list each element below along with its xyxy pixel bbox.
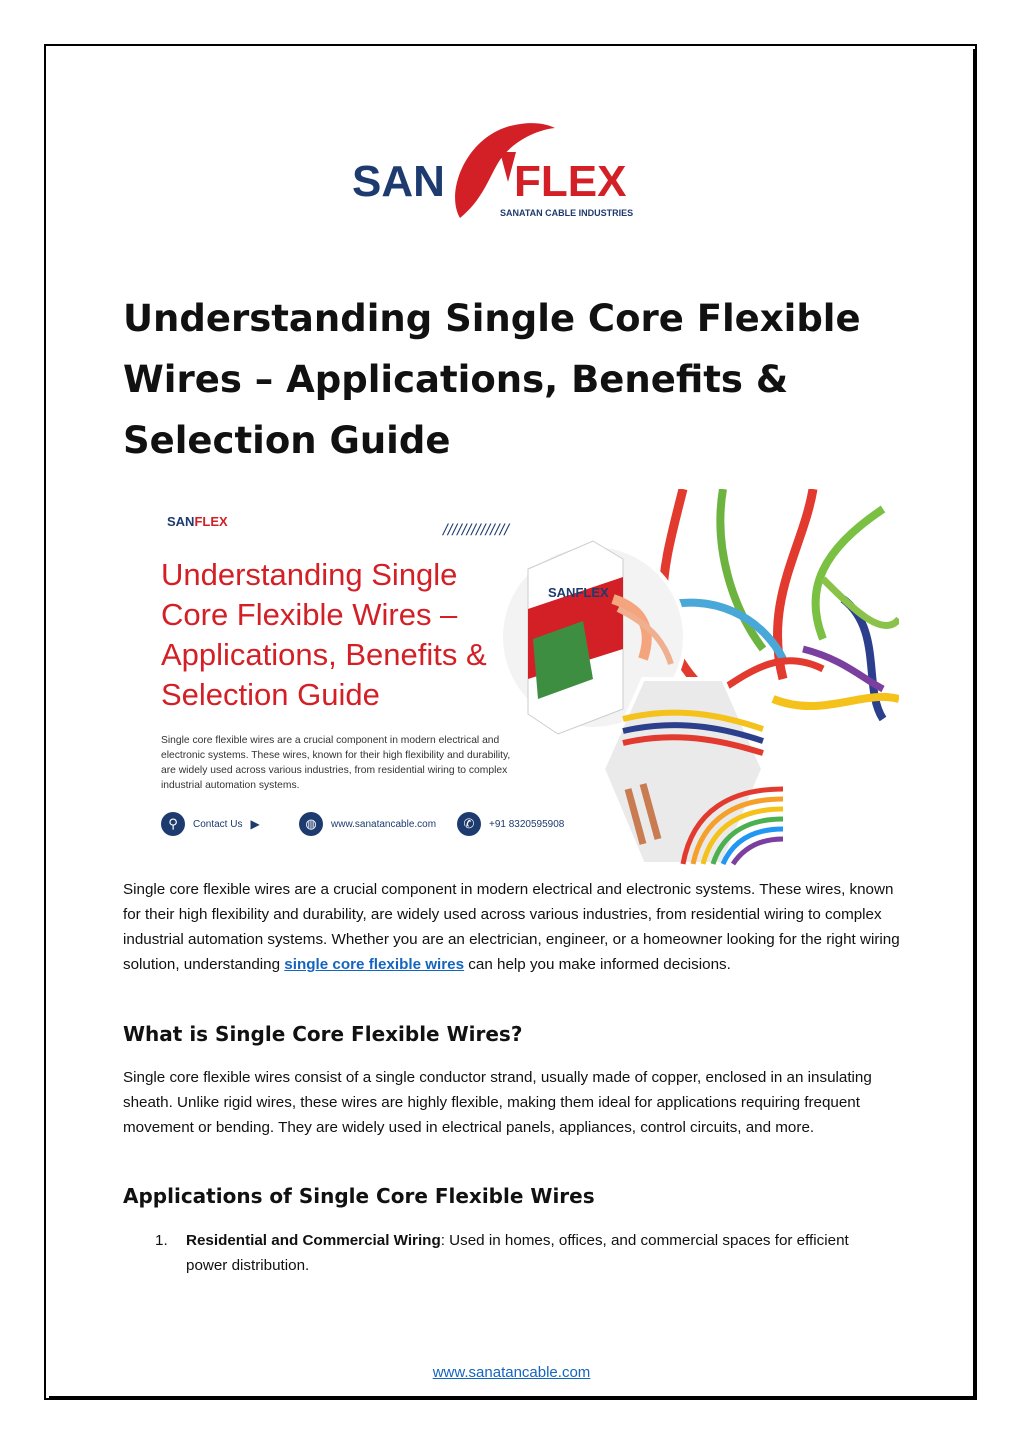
logo-tagline: SANATAN CABLE INDUSTRIES bbox=[500, 208, 634, 218]
section-what-is-paragraph: Single core flexible wires consist of a single conductor strand, usually made of copper, enclosed in an insulating sheath. Unlike rigid wires, these wires are highly flexible, making them ideal for applications requiring frequent movement or bending. They are widely used in electrical panels, appliances, control circuits, and more. bbox=[123, 1069, 872, 1136]
contact-us-chip bbox=[161, 809, 260, 839]
section-heading-what-is: What is Single Core Flexible Wires? bbox=[123, 1022, 523, 1046]
logo-brand-right: FLEX bbox=[514, 157, 627, 206]
box-logo: SANFLEX bbox=[548, 585, 609, 600]
list-number: 1. bbox=[155, 1232, 168, 1249]
hero-logo: SANFLEX bbox=[167, 514, 228, 529]
list-item-text bbox=[186, 1228, 876, 1278]
svg-text://////////////: ////////////// bbox=[443, 522, 510, 538]
section-heading-applications: Applications of Single Core Flexible Wires bbox=[123, 1184, 595, 1208]
hero-website: www.sanatancable.com bbox=[331, 818, 437, 830]
intro-paragraph bbox=[123, 877, 903, 977]
phone-chip bbox=[457, 809, 564, 839]
logo-brand-left: SAN bbox=[352, 157, 445, 206]
search-icon: ⚲ bbox=[161, 812, 185, 836]
hero-banner-image bbox=[123, 489, 899, 877]
hero-phone: +91 8320595908 bbox=[489, 818, 565, 830]
document-title: Understanding Single Core Flexible Wires – Applications, Benefits & Selection Guide bbox=[123, 297, 861, 462]
list-item-description: : Used in homes, offices, and commercial spaces for efficient power distribution. bbox=[186, 1232, 849, 1274]
sanflex-logo-graphic bbox=[350, 118, 680, 230]
list-item-bold: Residential and Commercial Wiring bbox=[186, 1232, 441, 1249]
single-core-flexible-wires-link[interactable]: single core flexible wires bbox=[284, 956, 465, 973]
website-chip bbox=[299, 809, 436, 839]
phone-icon: ✆ bbox=[457, 812, 481, 836]
hero-description: Single core flexible wires are a crucial component in modern electrical and electronic systems. These wires, known for their high flexibility and durability, are widely used across various industries, from residential wiring to complex industrial automation systems. bbox=[161, 735, 511, 791]
hero-text-panel bbox=[123, 489, 565, 877]
intro-text-end: can help you make informed decisions. bbox=[464, 956, 731, 973]
hero-contact-row bbox=[161, 809, 581, 839]
contact-us-label: Contact Us bbox=[193, 818, 243, 830]
sanflex-logo bbox=[350, 118, 680, 230]
footer-website-link[interactable]: www.sanatancable.com bbox=[432, 1364, 591, 1381]
play-arrow-icon: ▶ bbox=[250, 817, 260, 831]
intro-text: Single core flexible wires are a crucial component in modern electrical and electronic systems. These wires, known for their high flexibility and durability, are widely used across various industries, from residential wiring to complex industrial automation systems. Whether you are an electrician, engineer, or a homeowner looking for the right wiring solution, understanding bbox=[123, 881, 900, 973]
hero-title: Understanding Single Core Flexible Wires – Applications, Benefits & Selection Guide bbox=[161, 557, 487, 712]
globe-icon: ◍ bbox=[299, 812, 323, 836]
